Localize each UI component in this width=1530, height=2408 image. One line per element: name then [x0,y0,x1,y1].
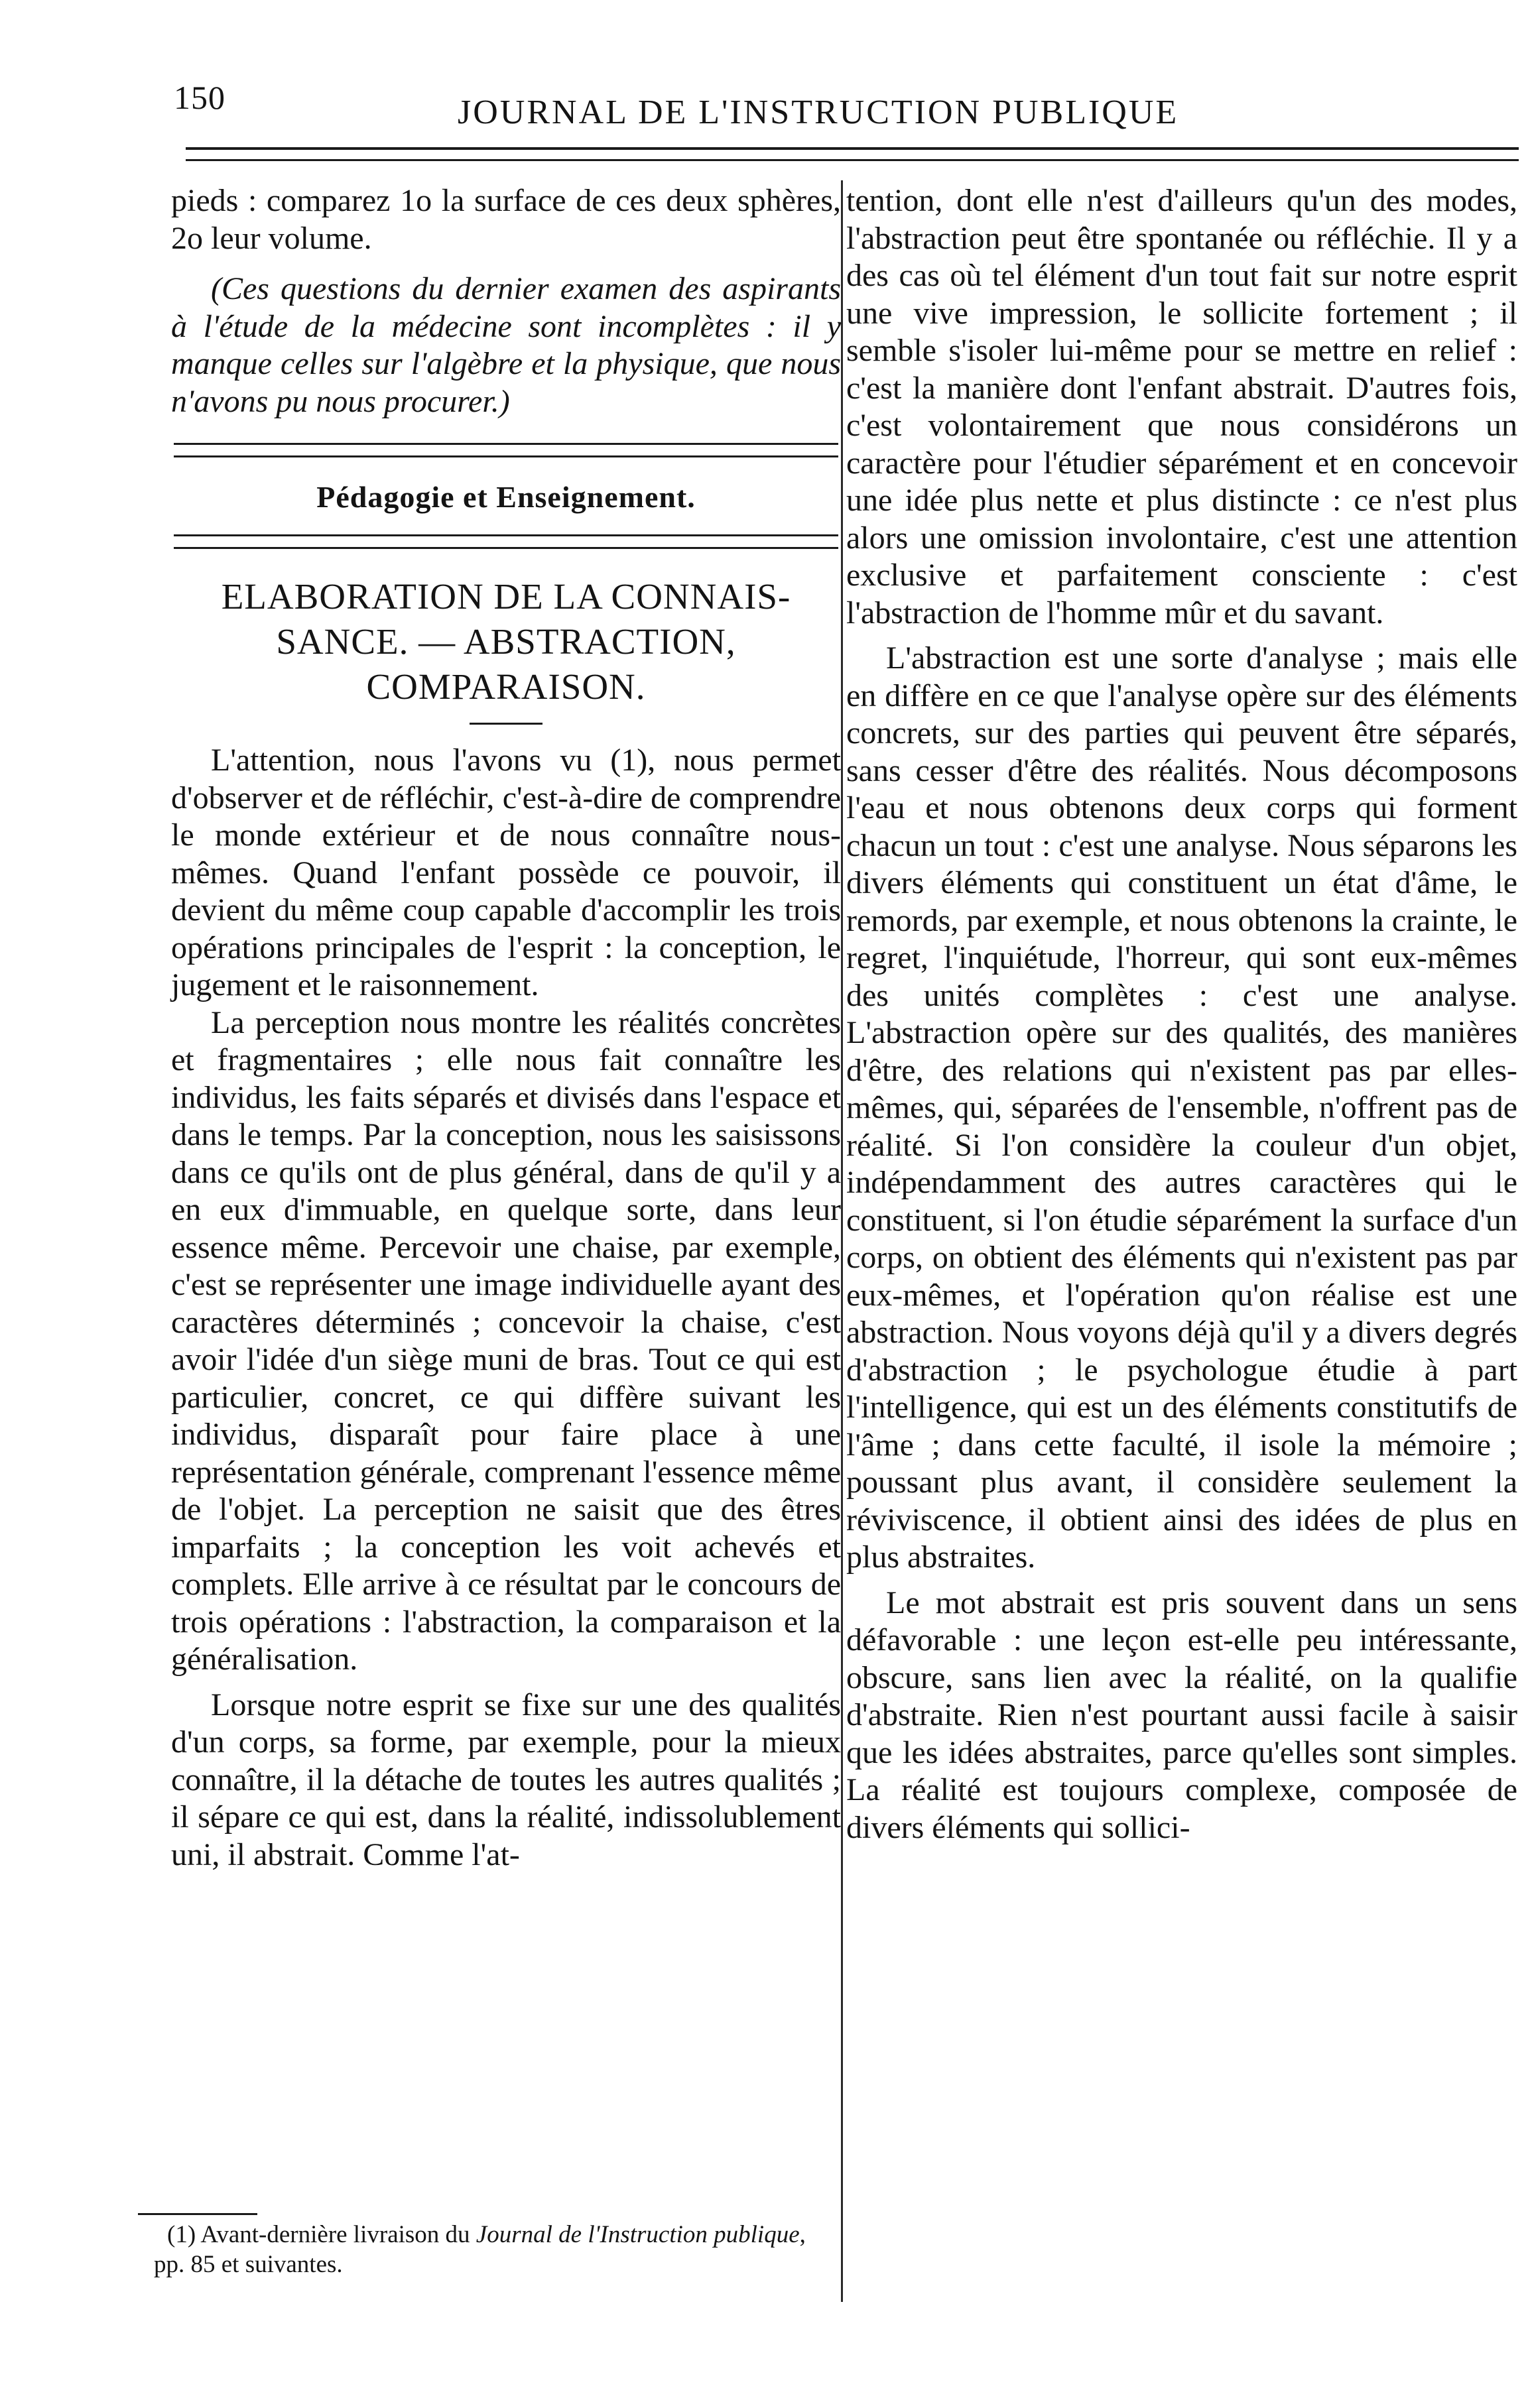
header-rule-top [186,147,1519,150]
footnote-text [154,2220,824,2279]
paragraph: Le mot abstrait est pris souvent dans un sens défavorable : une leçon est-elle peu intéressante, obscure, sans lien avec la réalité, on la qualifie d'abstraite. Rien n'est pourtant aussi facile à saisir que les idées abstraites, parce qu'elles sont simples. La réalité est toujours complexe, composée de divers éléments qui sollici- [846,1585,1517,1845]
paragraph: L'attention, nous l'avons vu (1), nous permet d'observer et de réfléchir, c'est-à-dire de comprendre le monde extérieur et de nous connaître nous-mêmes. Quand l'enfant possède ce pouvoir, il devient du même coup capable d'accomplir les trois opérations principales de l'esprit : la conception, le jugement et le raisonnement. [171,743,841,1002]
header-rule-bottom [186,159,1519,161]
continuation-paragraph: pieds : comparez 1o la surface de ces deux sphères, 2o leur volume. [171,183,841,256]
paragraph: L'abstraction est une sorte d'analyse ; mais elle en diffère en ce que l'analyse opère sur des éléments concrets, sur des parties qui peuvent être séparés, sans cesser d'être des réalités. Nous décomposons l'eau et nous obtenons deux corps qui forment chacun un tout : c'est une analyse. Nous séparons les divers éléments qui constituent un état d'âme, le remords, par exemple, et nous obtenons la crainte, le regret, l'inquiétude, l'horreur, qui sont eux-mêmes des unités complètes : c'est une analyse. L'abstraction opère sur des qualités, des manières d'être, des relations qui n'existent pas par elles-mêmes, qui, séparées de l'ensemble, n'offrent pas de réalité. Si l'on considère la couleur d'un objet, indépendamment des autres caractères qui le constituent, si l'on étudie séparément la surface d'un corps, on obtient des éléments qui n'existent pas par eux-mêmes, et l'opération qu'on réalise est une abstraction. Nous voyons déjà qu'il y a divers degrés d'abstraction ; le psychologue étudie à part l'intelligence, qui est un des éléments constitutifs de l'âme ; dans cette faculté, il isole la mémoire ; poussant plus avant, il considère seulement la réviviscence, il obtient ainsi des idées de plus en plus abstraites. [846,640,1517,1575]
right-column [846,182,1517,1846]
footnote-pages: , pp. 85 et suivantes. [154,2221,806,2278]
footnote-journal-ref: Journal de l'Instruction publique [476,2221,800,2248]
footnote-rule [138,2213,257,2215]
running-head [0,0,1530,159]
title-separator [470,723,542,725]
left-column [171,182,841,1874]
journal-title: JOURNAL DE L'INSTRUCTION PUBLIQUE [458,93,1179,131]
footnote [154,2220,824,2279]
footnote-marker: (1) [167,2221,196,2248]
paragraph: Lorsque notre esprit se fixe sur une des qualités d'un corps, sa forme, par exemple, pour la mieux connaître, il la détache de toutes les autres qualités ; il sépare ce qui est, dans la réalité, indissolublement uni, il abstrait. Comme l'at- [171,1687,841,1872]
footnote-body: Avant-dernière livraison du [200,2221,476,2248]
column-divider [841,180,843,2302]
paragraph: tention, dont elle n'est d'ailleurs qu'un des modes, l'abstraction peut être spontanée ou réfléchie. Il y a des cas où tel élément d'un tout fait sur notre esprit une vive impression, le sollicite fortement ; il semble s'isoler lui-même pour se mettre en relief : c'est la manière dont l'enfant abstrait. D'autres fois, c'est volontairement que nous considérons un caractère pour l'étudier séparément et en concevoir une idée plus nette et plus distincte : ce n'est plus alors une omission involontaire, c'est une attention exclusive et parfaitement consciente : c'est l'abstraction de l'homme mûr et du savant. [846,183,1517,631]
section-rule-bottom [174,534,838,549]
section-heading: Pédagogie et Enseignement. [316,480,696,514]
section-rule-top [174,443,838,457]
exam-note: (Ces questions du dernier examen des aspirants à l'étude de la médecine sont incomplètes : il y manque celles sur l'algèbre et la physique, que nous n'avons pu nous procurer.) [171,271,841,419]
paragraph: La perception nous montre les réalités concrètes et fragmentaires ; elle nous fait connaître les individus, les faits séparés et divisés dans l'espace et dans le temps. Par la conception, nous les saisissons dans ce qu'ils ont de plus général, dans de qu'il y a en eux d'immuable, en quelque sorte, dans leur essence même. Percevoir une chaise, par exemple, c'est se représenter une image individuelle ayant des caractères déterminés ; concevoir la chaise, c'est avoir l'idée d'un siège muni de bras. Tout ce qui est particulier, concret, ce qui diffère suivant les individus, disparaît pour faire place à une représentation générale, comprenant l'essence même de l'objet. La perception ne saisit que des êtres imparfaits ; la conception les voit achevés et complets. Elle arrive à ce résultat par le concours de trois opérations : l'abstraction, la comparaison et la généralisation. [171,1004,841,1677]
page-number: 150 [174,79,225,116]
article-title: ELABORATION DE LA CONNAIS- SANCE. — ABSTRACTION, COMPARAISON. [221,576,791,707]
